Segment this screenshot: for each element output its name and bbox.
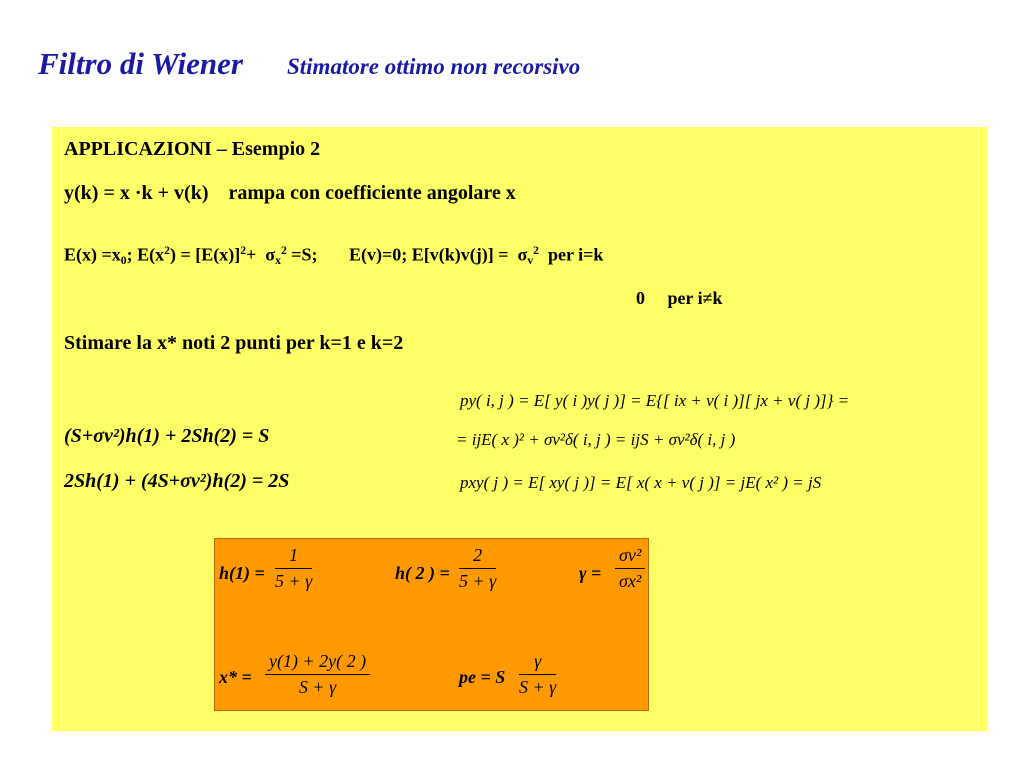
correlation-equation-3: pxy( j ) = E[ xy( j )] = E[ x( x + v( j )] = jE( x² ) = jS <box>460 473 822 492</box>
system-equation-2: 2Sh(1) + (4S+σv²)h(2) = 2S <box>64 470 290 492</box>
correlation-equation-2: = ijE( x )² + σv²δ( i, j ) = ijS + σv²δ( i, j ) <box>456 430 736 449</box>
title-main: Filtro di Wiener <box>38 46 243 81</box>
h1-label: h(1) = <box>219 563 265 583</box>
xstar-label: x* = <box>219 667 252 687</box>
title-subtitle: Stimatore ottimo non recorsivo <box>286 54 581 79</box>
task-statement: Stimare la x* noti 2 punti per k=1 e k=2 <box>64 332 404 354</box>
h2-label: h( 2 ) = <box>395 563 450 583</box>
system-equation-1: (S+σv²)h(1) + 2Sh(2) = S <box>64 425 270 447</box>
statistics-line-1: $E(x) =x_0$; $E(x^2) = [E(x)]^2+ \sigma_x^2 =S$; E(v)=0; $E[v(k)v(j)] = \sigma_v^2$ per i=k <box>64 244 604 267</box>
model-equation: y(k) = x ·k + v(k) rampa con coefficiente angolare x <box>64 182 516 204</box>
xstar-fraction: y(1) + 2y( 2 ) S + γ <box>265 651 370 698</box>
gamma-fraction: σv² σx² <box>615 545 645 592</box>
slide-title <box>38 46 580 82</box>
correlation-equation-1: py( i, j ) = E[ y( i )y( j )] = E{[ ix + v( i )][ jx + v( j )]} = <box>460 391 850 410</box>
gamma-label: γ = <box>579 563 602 583</box>
pe-fraction: γ S + γ <box>519 651 557 697</box>
panel-heading: APPLICAZIONI – Esempio 2 <box>64 138 321 160</box>
h2-fraction: 2 5 + γ <box>459 545 497 591</box>
pe-label: pe = S <box>459 667 506 687</box>
statistics-line-2: 0 per i≠k <box>636 288 723 308</box>
results-box <box>214 538 649 711</box>
h1-fraction: 1 5 + γ <box>275 545 313 591</box>
